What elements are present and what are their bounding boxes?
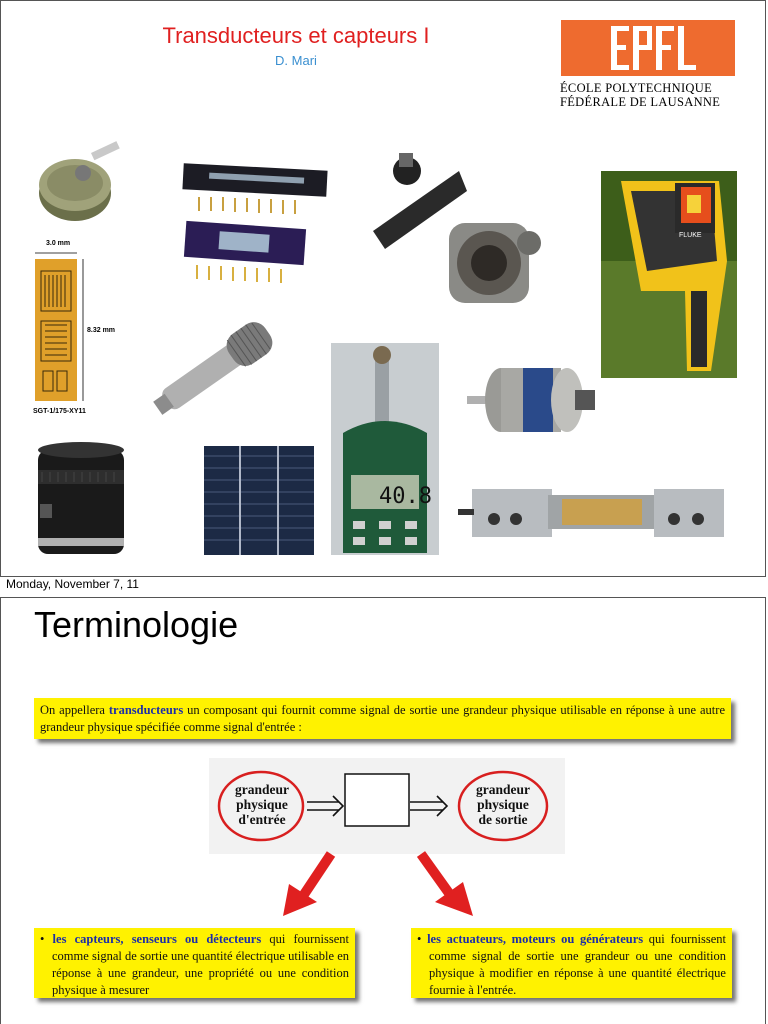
actuators-sep-2: ou xyxy=(555,932,580,946)
actuators-sep-1: , xyxy=(502,932,512,946)
microphone-image xyxy=(136,311,286,426)
sensors-box xyxy=(34,928,355,998)
sensors-keyword-3: détecteurs xyxy=(206,932,262,946)
red-arrow-right-icon xyxy=(411,850,477,922)
transducer-diagram xyxy=(209,758,565,854)
actuators-keyword-1: les actuateurs xyxy=(427,932,503,946)
input-label-line3: d'entrée xyxy=(238,812,286,827)
red-arrow-left-icon xyxy=(281,850,341,922)
slide-terminologie xyxy=(0,597,766,1024)
input-label-line1: grandeur xyxy=(235,782,289,797)
definition-box xyxy=(34,698,731,739)
gauge-model-label: SGT-1/175-XY11 xyxy=(33,408,86,415)
load-cell-image xyxy=(458,481,737,556)
camera-lens-image xyxy=(36,438,126,555)
gauge-height-label: 8.32 mm xyxy=(87,327,116,334)
tweeter-image xyxy=(443,213,543,309)
output-label-line1: grandeur xyxy=(476,782,530,797)
definition-after: un composant qui fournit comme signal de sortie une grandeur physique utilisable en réponse à une autre grandeur physique spécifiée comme signal d'entrée : xyxy=(40,703,725,734)
output-label-line2: physique xyxy=(477,797,529,812)
sensors-keyword-2: senseurs xyxy=(131,932,177,946)
sensors-sep-2: ou xyxy=(176,932,207,946)
solar-cell-image xyxy=(204,446,314,555)
epfl-logo xyxy=(561,20,735,76)
output-label-line3: de sortie xyxy=(478,812,528,827)
input-label-line2: physique xyxy=(236,797,288,812)
meter-display: 40.8 xyxy=(379,484,432,509)
sound-level-meter-image xyxy=(331,343,439,555)
camera-brand-label: FLUKE xyxy=(679,232,702,239)
ccd-sensor-image xyxy=(179,161,331,286)
actuators-box xyxy=(411,928,732,998)
epfl-logo-icon xyxy=(561,20,735,76)
actuators-keyword-3: générateurs xyxy=(579,932,644,946)
slide-title-text: Transducteurs et capteurs I xyxy=(162,23,430,48)
sensors-bullet: • xyxy=(40,932,45,946)
sensors-keyword-1: les capteurs xyxy=(52,932,121,946)
strain-gauge-image xyxy=(29,241,137,421)
actuators-keyword-2: moteurs xyxy=(511,932,556,946)
sensors-text: qui fournissent comme signal de sortie une quantité électrique utilisable en réponse à une grandeur, une propriété ou une condition physique à mesurer xyxy=(52,932,350,997)
epfl-name-line2: FÉDÉRALE DE LAUSANNE xyxy=(560,95,721,109)
gauge-width-label: 3.0 mm xyxy=(46,240,71,247)
slide-footer-date: Monday, November 7, 11 xyxy=(6,577,139,591)
definition-keyword: transducteurs xyxy=(108,703,184,717)
rotary-encoder-image xyxy=(463,356,598,446)
definition-before: On appellera xyxy=(40,703,109,717)
thermal-camera-image xyxy=(601,171,737,378)
sensors-sep-1: , xyxy=(120,932,132,946)
actuators-text: qui fournissent comme signal de sortie une grandeur ou une condition physique à modifier en réponse à une quantité électrique fournie à l'entrée. xyxy=(429,932,726,997)
actuators-bullet: • xyxy=(417,932,422,946)
epfl-name-line1: ÉCOLE POLYTECHNIQUE xyxy=(560,81,713,95)
slide-author: D. Mari xyxy=(275,53,317,68)
slide2-title: Terminologie xyxy=(34,604,239,645)
potentiometer-image xyxy=(33,133,125,228)
